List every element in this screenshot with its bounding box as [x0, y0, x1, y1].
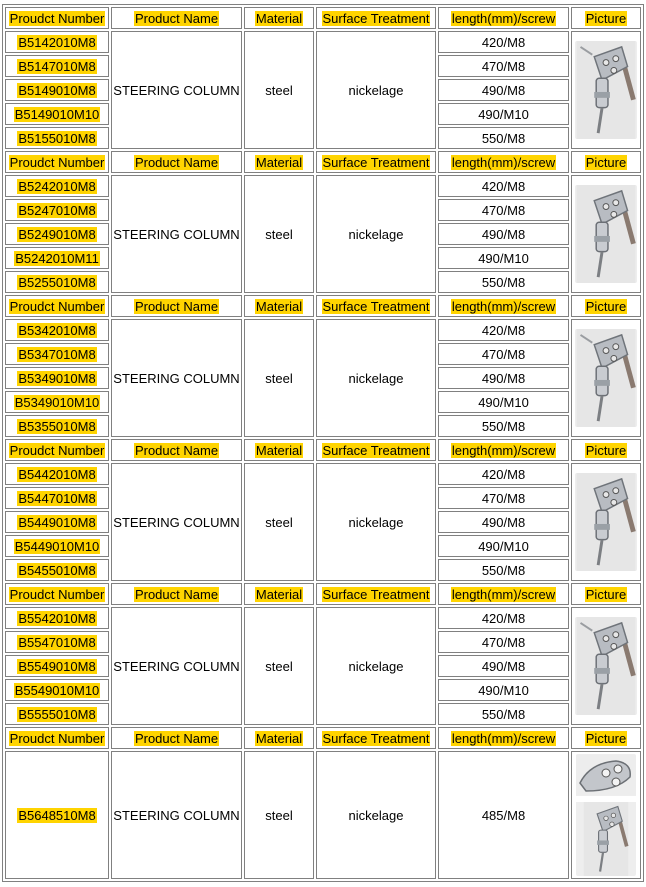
header-length-screw-text: length(mm)/screw — [451, 10, 556, 26]
product-photo — [575, 617, 637, 715]
product-number-text: B5247010M8 — [18, 202, 96, 218]
product-number-text: B5342010M8 — [18, 322, 96, 338]
product-number-text: B5349010M8 — [18, 370, 96, 386]
product-number — [5, 343, 109, 365]
product-number-text: B5555010M8 — [18, 706, 96, 722]
header-surface-treatment-text: Surface Treatment — [322, 586, 430, 602]
catalog-table — [2, 4, 644, 882]
product-number-text: B5249010M8 — [18, 226, 96, 242]
material: steel — [244, 175, 314, 293]
product-picture — [571, 175, 641, 293]
header-product-name — [111, 7, 242, 29]
product-row — [5, 463, 641, 485]
header-material — [244, 727, 314, 749]
product-number-text: B5255010M8 — [18, 274, 96, 290]
header-product-number-text: Proudct Number — [9, 442, 105, 458]
product-number-text: B5355010M8 — [18, 418, 96, 434]
product-number-text: B5349010M10 — [14, 394, 100, 410]
product-picture — [571, 751, 641, 879]
header-row — [5, 439, 641, 461]
header-length-screw — [438, 7, 569, 29]
header-surface-treatment — [316, 439, 436, 461]
material: steel — [244, 751, 314, 879]
header-material-text: Material — [255, 586, 303, 602]
header-product-number-text: Proudct Number — [9, 10, 105, 26]
header-row — [5, 7, 641, 29]
header-length-screw-text: length(mm)/screw — [451, 730, 556, 746]
header-product-number — [5, 295, 109, 317]
header-surface-treatment-text: Surface Treatment — [322, 442, 430, 458]
length-screw: 490/M8 — [438, 223, 569, 245]
product-number — [5, 703, 109, 725]
header-length-screw-text: length(mm)/screw — [451, 154, 556, 170]
header-row — [5, 727, 641, 749]
length-screw: 420/M8 — [438, 463, 569, 485]
length-screw: 550/M8 — [438, 559, 569, 581]
product-number-text: B5449010M8 — [18, 514, 96, 530]
length-screw: 470/M8 — [438, 631, 569, 653]
header-length-screw — [438, 439, 569, 461]
product-number-text: B5648510M8 — [18, 807, 96, 823]
length-screw: 420/M8 — [438, 607, 569, 629]
header-picture — [571, 583, 641, 605]
header-product-number-text: Proudct Number — [9, 298, 105, 314]
header-product-name — [111, 583, 242, 605]
header-product-number-text: Proudct Number — [9, 154, 105, 170]
length-screw: 490/M8 — [438, 79, 569, 101]
product-number — [5, 631, 109, 653]
product-number — [5, 31, 109, 53]
header-surface-treatment — [316, 7, 436, 29]
product-number — [5, 367, 109, 389]
header-product-name-text: Product Name — [134, 154, 219, 170]
product-row — [5, 175, 641, 197]
product-number — [5, 751, 109, 879]
product-number — [5, 223, 109, 245]
header-product-name — [111, 439, 242, 461]
header-row — [5, 583, 641, 605]
product-name: STEERING COLUMN — [111, 607, 242, 725]
header-product-number — [5, 583, 109, 605]
length-screw: 490/M10 — [438, 535, 569, 557]
length-screw: 550/M8 — [438, 127, 569, 149]
header-product-number — [5, 439, 109, 461]
header-product-name-text: Product Name — [134, 10, 219, 26]
length-screw: 490/M8 — [438, 511, 569, 533]
steering-column-photo-icon — [575, 185, 637, 283]
header-material — [244, 295, 314, 317]
header-surface-treatment-text: Surface Treatment — [322, 154, 430, 170]
header-length-screw — [438, 151, 569, 173]
product-row — [5, 319, 641, 341]
length-screw: 420/M8 — [438, 31, 569, 53]
length-screw: 490/M8 — [438, 655, 569, 677]
product-number — [5, 415, 109, 437]
product-number-text: B5547010M8 — [18, 634, 96, 650]
length-screw: 485/M8 — [438, 751, 569, 879]
header-surface-treatment-text: Surface Treatment — [322, 730, 430, 746]
product-number-text: B5149010M8 — [18, 82, 96, 98]
header-picture — [571, 295, 641, 317]
product-number-text: B5449010M10 — [14, 538, 100, 554]
header-row — [5, 151, 641, 173]
length-screw: 550/M8 — [438, 271, 569, 293]
header-picture-text: Picture — [585, 586, 627, 602]
surface-treatment: nickelage — [316, 319, 436, 437]
header-product-number — [5, 727, 109, 749]
product-number — [5, 127, 109, 149]
header-picture — [571, 7, 641, 29]
header-product-name-text: Product Name — [134, 586, 219, 602]
surface-treatment: nickelage — [316, 607, 436, 725]
product-number — [5, 271, 109, 293]
product-number-text: B5549010M10 — [14, 682, 100, 698]
header-length-screw — [438, 295, 569, 317]
header-product-name-text: Product Name — [134, 442, 219, 458]
steering-bracket-photo-icon — [576, 754, 636, 796]
header-picture — [571, 727, 641, 749]
header-picture-text: Picture — [585, 442, 627, 458]
header-picture-text: Picture — [585, 298, 627, 314]
steering-column-photo-icon — [575, 617, 637, 715]
header-picture-text: Picture — [585, 154, 627, 170]
product-number — [5, 655, 109, 677]
product-number-text: B5542010M8 — [18, 610, 96, 626]
product-number — [5, 391, 109, 413]
surface-treatment: nickelage — [316, 31, 436, 149]
header-product-name-text: Product Name — [134, 730, 219, 746]
product-number-text: B5347010M8 — [18, 346, 96, 362]
steering-column-photo-icon — [576, 802, 636, 876]
product-number-text: B5442010M8 — [18, 466, 96, 482]
product-picture — [571, 31, 641, 149]
length-screw: 550/M8 — [438, 415, 569, 437]
header-product-name — [111, 727, 242, 749]
header-product-number — [5, 151, 109, 173]
header-product-number-text: Proudct Number — [9, 586, 105, 602]
product-number — [5, 559, 109, 581]
header-material-text: Material — [255, 442, 303, 458]
length-screw: 490/M10 — [438, 679, 569, 701]
product-row — [5, 31, 641, 53]
header-length-screw-text: length(mm)/screw — [451, 586, 556, 602]
product-name: STEERING COLUMN — [111, 175, 242, 293]
material: steel — [244, 31, 314, 149]
length-screw: 550/M8 — [438, 703, 569, 725]
product-name: STEERING COLUMN — [111, 31, 242, 149]
material: steel — [244, 607, 314, 725]
steering-column-photo-icon — [575, 41, 637, 139]
product-number — [5, 511, 109, 533]
header-product-number — [5, 7, 109, 29]
header-picture — [571, 151, 641, 173]
header-material-text: Material — [255, 10, 303, 26]
header-product-name — [111, 151, 242, 173]
header-product-name-text: Product Name — [134, 298, 219, 314]
header-surface-treatment — [316, 151, 436, 173]
header-picture — [571, 439, 641, 461]
product-name: STEERING COLUMN — [111, 319, 242, 437]
header-material-text: Material — [255, 298, 303, 314]
product-number — [5, 607, 109, 629]
header-material-text: Material — [255, 154, 303, 170]
length-screw: 470/M8 — [438, 487, 569, 509]
header-length-screw — [438, 583, 569, 605]
length-screw: 470/M8 — [438, 55, 569, 77]
product-photo — [576, 754, 636, 876]
steering-column-photo-icon — [575, 329, 637, 427]
product-photo — [575, 473, 637, 571]
header-length-screw-text: length(mm)/screw — [451, 442, 556, 458]
header-row — [5, 295, 641, 317]
product-number — [5, 535, 109, 557]
product-name: STEERING COLUMN — [111, 463, 242, 581]
length-screw: 490/M10 — [438, 391, 569, 413]
product-number — [5, 487, 109, 509]
product-number-text: B5149010M10 — [14, 106, 100, 122]
length-screw: 490/M8 — [438, 367, 569, 389]
length-screw: 420/M8 — [438, 319, 569, 341]
header-material — [244, 439, 314, 461]
product-number — [5, 103, 109, 125]
product-photo — [575, 41, 637, 139]
header-length-screw — [438, 727, 569, 749]
product-number-text: B5155010M8 — [18, 130, 96, 146]
product-number — [5, 463, 109, 485]
product-number — [5, 175, 109, 197]
product-number-text: B5242010M11 — [15, 250, 99, 266]
header-product-name — [111, 295, 242, 317]
length-screw: 470/M8 — [438, 199, 569, 221]
header-product-number-text: Proudct Number — [9, 730, 105, 746]
surface-treatment: nickelage — [316, 751, 436, 879]
header-material — [244, 7, 314, 29]
product-number — [5, 679, 109, 701]
header-surface-treatment — [316, 727, 436, 749]
product-number-text: B5455010M8 — [18, 562, 96, 578]
product-number-text: B5549010M8 — [18, 658, 96, 674]
steering-column-photo-icon — [575, 473, 637, 571]
material: steel — [244, 319, 314, 437]
product-number-text: B5447010M8 — [18, 490, 96, 506]
header-material — [244, 583, 314, 605]
header-picture-text: Picture — [585, 10, 627, 26]
header-surface-treatment — [316, 295, 436, 317]
product-name: STEERING COLUMN — [111, 751, 242, 879]
product-number-text: B5142010M8 — [18, 34, 96, 50]
product-number-text: B5147010M8 — [18, 58, 96, 74]
product-number — [5, 199, 109, 221]
product-number — [5, 79, 109, 101]
length-screw: 490/M10 — [438, 247, 569, 269]
product-row — [5, 751, 641, 879]
surface-treatment: nickelage — [316, 463, 436, 581]
product-picture — [571, 463, 641, 581]
product-number — [5, 319, 109, 341]
product-number-text: B5242010M8 — [18, 178, 96, 194]
product-photo — [575, 185, 637, 283]
material: steel — [244, 463, 314, 581]
header-surface-treatment — [316, 583, 436, 605]
product-number — [5, 55, 109, 77]
header-length-screw-text: length(mm)/screw — [451, 298, 556, 314]
product-row — [5, 607, 641, 629]
header-material — [244, 151, 314, 173]
length-screw: 490/M10 — [438, 103, 569, 125]
header-surface-treatment-text: Surface Treatment — [322, 298, 430, 314]
length-screw: 420/M8 — [438, 175, 569, 197]
product-number — [5, 247, 109, 269]
length-screw: 470/M8 — [438, 343, 569, 365]
product-picture — [571, 607, 641, 725]
product-picture — [571, 319, 641, 437]
header-material-text: Material — [255, 730, 303, 746]
product-photo — [575, 329, 637, 427]
surface-treatment: nickelage — [316, 175, 436, 293]
header-picture-text: Picture — [585, 730, 627, 746]
header-surface-treatment-text: Surface Treatment — [322, 10, 430, 26]
